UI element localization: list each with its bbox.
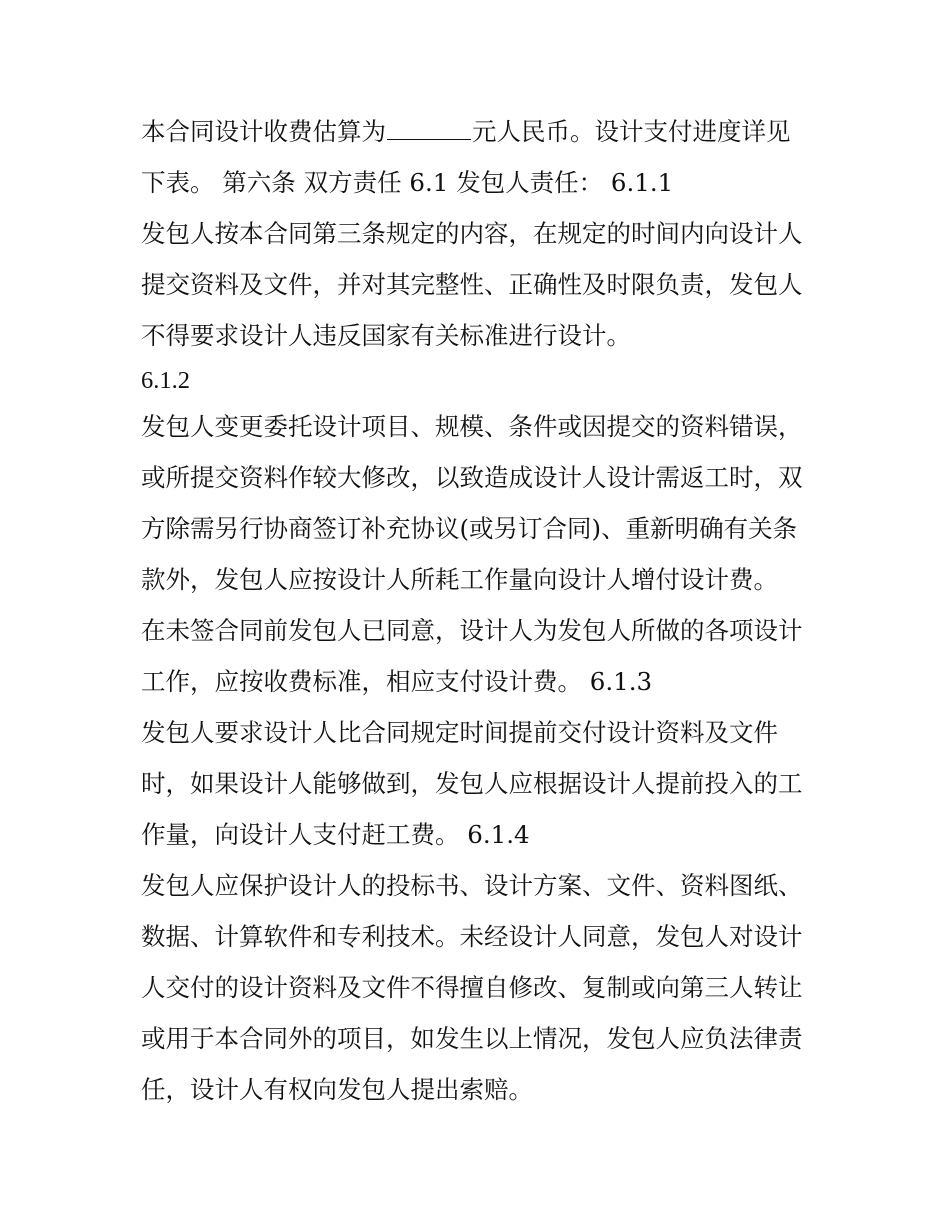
fee-amount-blank (387, 117, 471, 140)
text-line-14: 时，如果设计人能够做到，发包人应根据设计人提前投入的工 (141, 769, 803, 798)
text-line-10: 款外，发包人应按设计人所耗工作量向设计人增付设计费。 (141, 565, 778, 594)
text-line-1 (141, 106, 821, 157)
text-line-15: 作量，向设计人支付赶工费。 6.1.4 (141, 820, 530, 849)
text-line-18: 人交付的设计资料及文件不得擅自修改、复制或向第三人转让 (141, 973, 803, 1002)
text-line-20: 任，设计人有权向发包人提出索赔。 (141, 1075, 533, 1104)
text-line-13: 发包人要求设计人比合同规定时间提前交付设计资料及文件 (141, 718, 778, 747)
text-line-7: 发包人变更委托设计项目、规模、条件或因提交的资料错误， (141, 412, 803, 441)
text-line-3: 发包人按本合同第三条规定的内容，在规定的时间内向设计人 (141, 219, 803, 248)
text-line-9: 方除需另行协商签订补充协议(或另订合同)、重新明确有关条 (141, 514, 798, 543)
contract-text-body (141, 106, 821, 1115)
text-line-17: 数据、计算软件和专利技术。未经设计人同意，发包人对设计 (141, 922, 803, 951)
text-line-2: 下表。 第六条 双方责任 6.1 发包人责任： 6.1.1 (141, 168, 674, 197)
text-line-12: 工作，应按收费标准，相应支付设计费。 6.1.3 (141, 667, 653, 696)
text-line-4: 提交资料及文件，并对其完整性、正确性及时限负责，发包人 (141, 270, 803, 299)
text-line-19: 或用于本合同外的项目，如发生以上情况，发包人应负法律责 (141, 1024, 803, 1053)
text-line-8: 或所提交资料作较大修改，以致造成设计人设计需返工时，双 (141, 463, 803, 492)
fee-estimate-text: 本合同设计收费估算为 (141, 117, 386, 146)
text-line-16: 发包人应保护设计人的投标书、设计方案、文件、资料图纸、 (141, 871, 803, 900)
text-line-11: 在未签合同前发包人已同意，设计人为发包人所做的各项设计 (141, 616, 803, 645)
fee-currency-text: 元人民币。设计支付进度详见 (472, 117, 791, 146)
text-line-5: 不得要求设计人违反国家有关标准进行设计。 (141, 321, 631, 350)
section-number-6-1-2: 6.1.2 (141, 367, 190, 394)
